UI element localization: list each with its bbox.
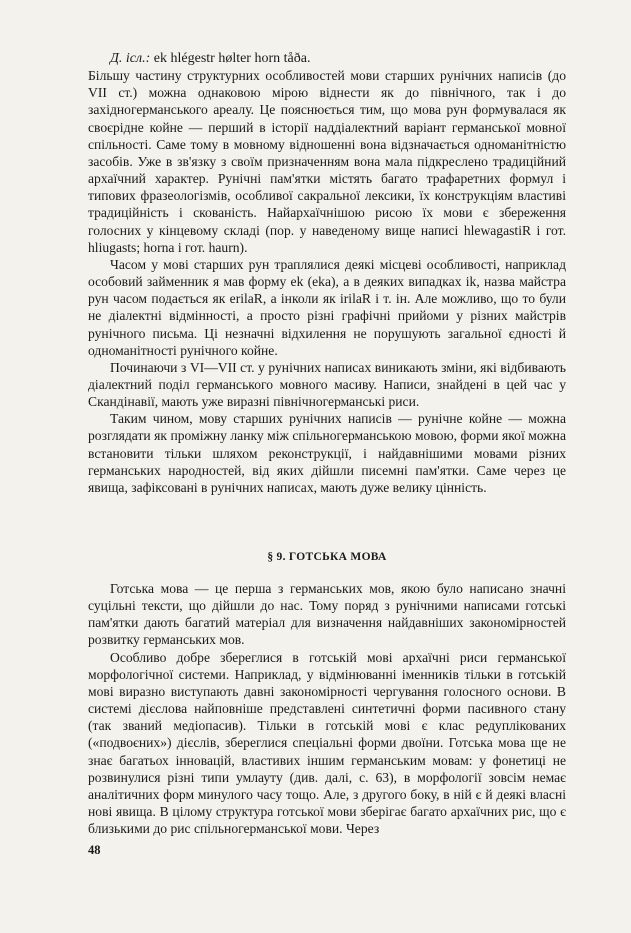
paragraph: Більшу частину структурних особливостей мови старших рунічних написів (до VII ст.) можна однаковою мірою віднести як до північного, так і до західногерманського ареалу. Це пояснюється тим, що мова рун формувалася як своєрідне койне — перший в історії наддіалектний варіант германської мовної спільності. Саме тому в мовному відношенні вона відзначається одноманітністю засобів. Уже в зв'язку з своїм призначенням вона мала підкреслено традиційний архаїчний характер. Рунічні пам'ятки містять багато трафаретних формул і типових фразеологізмів, особливої сакральної лексики, їх конструкціям властиві традиційність і скованість. Найархаїчнішою рисою їх мови є збереження голосних у кінцевому складі (пор. у наведеному вище написі hlewagastiR і гот. hliugasts; horna і гот. haurn). xyxy=(88,68,566,255)
example-line xyxy=(88,50,566,67)
section-heading: § 9. ГОТСЬКА МОВА xyxy=(267,551,387,563)
paragraph: Особливо добре збереглися в готській мові архаїчні риси германської морфологічної системи. Наприклад, у відмінюванні іменників тільки в готській мові виразно виступають давні закономірності чергування голосного основи. В системі дієслова найповніше представлені синтетичні форми пасивного стану (так званий медіопасив). Тільки в готській мові є клас редуплікованих («подвоєних») дієслів, збереглися спеціальні форми двоїни. Готська мова ще не знає багатьох інновацій, властивих іншим германським мовам: у фонетиці не розвинулися різні типи умлауту (див. далі, с. 63), в морфології зовсім немає аналітичних форм минулого часу тощо. Але, з другого боку, в ній є й деякі власні нові явища. В цілому структура готської мови зберігає багато архаїчних рис, що є близькими до рис спільногерманської мови. Через xyxy=(88,649,566,837)
example-text: ek hlégestr hølter horn tåða. xyxy=(150,51,311,66)
paragraph: Готська мова — це перша з германських мов, якою було написано значні суцільні тексти, що дійшли до нас. Тому поряд з рунічними написами готські пам'ятки дають багатий матеріал для визначення найдавніших закономірностей розвитку германських мов. xyxy=(88,581,566,648)
paragraph: Таким чином, мову старших рунічних написів — рунічне койне — можна розглядати як проміжну ланку між спільногерманською мовою, форми якої можна встановити тільки шляхом реконструкції, і найдавнішими мовами різних германських народностей, від яких дійшли писемні пам'ятки. Саме через це явища, зафіксовані в рунічних написах, мають дуже велику цінність. xyxy=(88,411,566,495)
text-block-section-8 xyxy=(88,50,566,496)
text-block-section-9 xyxy=(88,580,566,837)
paragraph: Починаючи з VI—VII ст. у рунічних написах виникають зміни, які відбивають діалектний поділ германського мовного масиву. Написи, знайдені в цей час у Скандінавії, мають уже виразні північногерманські риси. xyxy=(88,359,566,410)
paragraph: Часом у мові старших рун траплялися деякі місцеві особливості, наприклад особовий займенник я мав форму ek (eka), а в деяких випадках ik, назва майстра рун часом подається як erilaR, а інколи як irilaR і т. ін. Але можливо, що то були не діалектні відмінності, а просто різні графічні прийоми у різних майстрів рунічного письма. Ці незначні відхилення не порушують загальної єдності й одноманітності рунічного койне. xyxy=(88,256,566,358)
page-number: 48 xyxy=(88,843,101,857)
example-label: Д. ісл.: xyxy=(110,51,151,66)
